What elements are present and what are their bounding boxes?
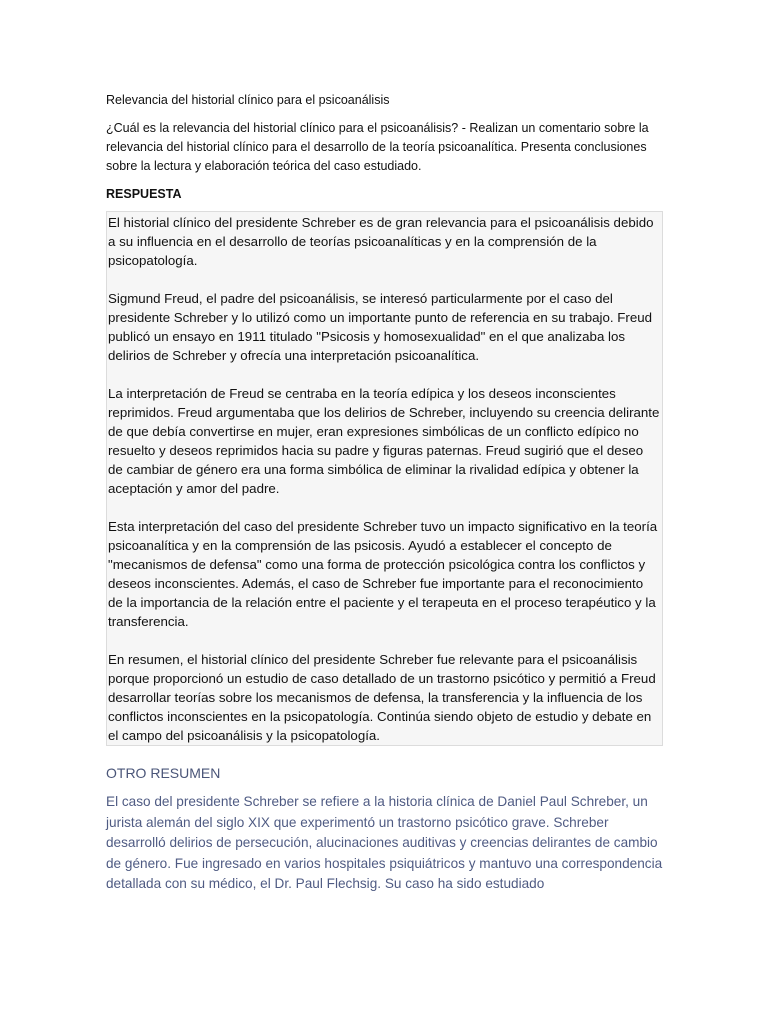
question-text: ¿Cuál es la relevancia del historial clínico para el psicoanálisis? - Realizan un comentario sobre la relevancia del historial clínico para el desarrollo de la teoría psicoanalítica. Presenta conclusiones sobre la lectura y elaboración teórica del caso estudiado. [106, 121, 649, 173]
answer-box [106, 211, 663, 746]
answer-paragraph: En resumen, el historial clínico del presidente Schreber fue relevante para el psicoanálisis porque proporcionó un estudio de caso detallado de un trastorno psicótico y permitió a Freud desarrollar teorías sobre los mecanismos de defensa, la transferencia y la influencia de los conflictos inconscientes en la psicopatología. Continúa siendo objeto de estudio y debate en el campo del psicoanálisis y la psicopatología. [108, 652, 656, 743]
answer-paragraph: Esta interpretación del caso del presidente Schreber tuvo un impacto significativo en la teoría psicoanalítica y en la comprensión de las psicosis. Ayudó a establecer el concepto de "mecanismos de defensa" como una forma de protección psicológica contra los conflictos y deseos inconscientes. Además, el caso de Schreber fue importante para el reconocimiento de la importancia de la relación entre el paciente y el terapeuta en el proceso terapéutico y la transferencia. [108, 519, 658, 629]
answer-paragraph: La interpretación de Freud se centraba en la teoría edípica y los deseos inconscientes reprimidos. Freud argumentaba que los delirios de Schreber, incluyendo su creencia delirante de que debía convertirse en mujer, eran expresiones simbólicas de un conflicto edípico no resuelto y deseos reprimidos hacia su padre y figuras paternas. Freud sugirió que el deseo de cambiar de género era una forma simbólica de eliminar la rivalidad edípica y obtener la aceptación y amor del padre. [108, 386, 660, 496]
other-summary-heading: OTRO RESUMEN [106, 765, 221, 781]
answer-paragraph: Sigmund Freud, el padre del psicoanálisis, se interesó particularmente por el caso del presidente Schreber y lo utilizó como un importante punto de referencia en su trabajo. Freud publicó un ensayo en 1911 titulado "Psicosis y homosexualidad" en el que analizaba los delirios de Schreber y ofrecía una interpretación psicoanalítica. [108, 291, 653, 363]
document-page [106, 90, 666, 895]
other-summary-text: El caso del presidente Schreber se refiere a la historia clínica de Daniel Paul Schreber, un jurista alemán del siglo XIX que experimentó un trastorno psicótico grave. Schreber desarrolló delirios de persecución, alucinaciones auditivas y creencias delirantes de cambio de género. Fue ingresado en varios hospitales psiquiátricos y mantuvo una correspondencia detallada con su médico, el Dr. Paul Flechsig. Su caso ha sido estudiado [106, 794, 663, 891]
document-title: Relevancia del historial clínico para el psicoanálisis [106, 93, 390, 107]
answer-paragraph: El historial clínico del presidente Schreber es de gran relevancia para el psicoanálisis debido a su influencia en el desarrollo de teorías psicoanalíticas y en la comprensión de la psicopatología. [108, 215, 654, 268]
answer-heading: RESPUESTA [106, 187, 182, 201]
